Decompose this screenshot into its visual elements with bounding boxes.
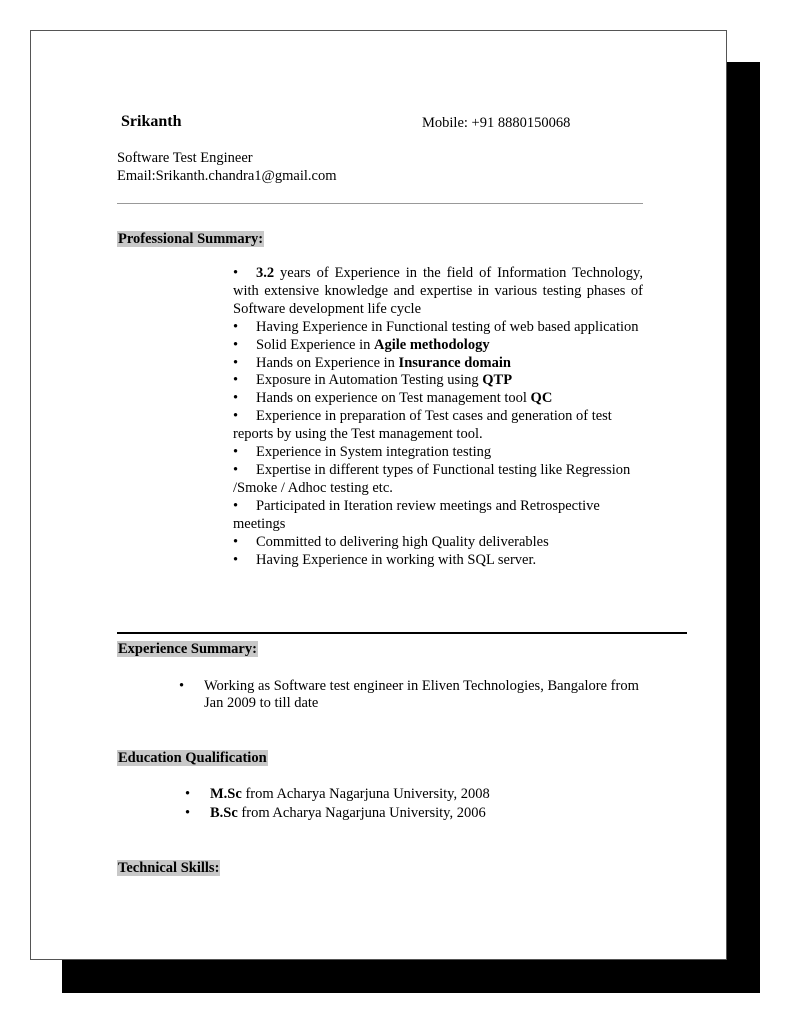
job-title: Software Test Engineer [117, 150, 253, 166]
section-heading-education: Education Qualification [118, 750, 267, 766]
bullet-bold-text: QC [530, 390, 553, 407]
list-item [233, 390, 643, 408]
bullet-text: Having Experience in Functional testing of web based application [256, 318, 639, 335]
bullet-icon: • [233, 372, 239, 389]
degree: B.Sc [210, 805, 238, 821]
bullet-icon: • [233, 444, 239, 461]
education-section [117, 749, 268, 767]
section-heading-experience-summary: Experience Summary: [118, 641, 257, 657]
bullet-icon: • [233, 551, 239, 568]
professional-summary-list [233, 265, 643, 569]
list-item [233, 265, 643, 319]
list-item [233, 462, 643, 498]
degree-detail: from Acharya Nagarjuna University, 2006 [237, 805, 486, 821]
list-item [185, 805, 486, 822]
bullet-icon: • [233, 336, 239, 353]
bullet-bold-text: 3.2 [256, 265, 275, 281]
resume-page [30, 30, 727, 960]
bullet-icon: • [179, 678, 185, 694]
bullet-text: Participated in Iteration review meetings and Retrospective meetings [233, 497, 600, 532]
bullet-text: Hands on experience on Test management tool [256, 390, 531, 407]
bullet-icon: • [233, 390, 239, 407]
bullet-bold-text: Insurance domain [398, 354, 511, 371]
list-item [233, 498, 643, 534]
list-item [233, 552, 643, 570]
technical-skills-section [117, 859, 220, 877]
list-item [233, 444, 643, 462]
bullet-icon: • [233, 408, 239, 425]
list-item: Working as Software test engineer in Eliven Technologies, Bangalore from Jan 2009 to till date [204, 678, 639, 711]
list-item [185, 786, 490, 803]
bullet-icon: • [185, 786, 191, 802]
list-item [233, 319, 643, 337]
list-item [233, 372, 643, 390]
experience-summary-section [117, 640, 258, 658]
bullet-bold-text: QTP [482, 372, 513, 389]
bullet-text: Hands on Experience in [256, 354, 399, 371]
professional-summary-section [117, 230, 264, 248]
list-item [233, 355, 643, 373]
section-heading-technical-skills: Technical Skills: [118, 860, 220, 876]
list-item [233, 534, 643, 552]
bullet-text: Experience in preparation of Test cases and generation of test reports by using the Test management tool. [233, 408, 612, 443]
bullet-text: Committed to delivering high Quality deliverables [256, 533, 549, 550]
list-item [233, 408, 643, 444]
section-heading-professional-summary: Professional Summary: [118, 231, 264, 247]
bullet-icon: • [233, 318, 239, 335]
mobile-number: Mobile: +91 8880150068 [422, 115, 571, 131]
list-item [233, 337, 643, 355]
bullet-text: years of Experience in the field of Information Technology, with extensive knowledge and expertise in various testing phases of Software development life cycle [233, 265, 643, 317]
bullet-icon: • [185, 805, 191, 821]
bullet-icon: • [233, 354, 239, 371]
bullet-icon: • [233, 461, 239, 478]
bullet-text: Expertise in different types of Functional testing like Regression /Smoke / Adhoc testing etc. [233, 461, 631, 496]
bullet-text: Exposure in Automation Testing using [256, 372, 483, 389]
email-address: Email:Srikanth.chandra1@gmail.com [117, 168, 337, 184]
candidate-name: Srikanth [121, 113, 182, 130]
degree: M.Sc [210, 786, 242, 802]
bullet-text: Having Experience in working with SQL server. [256, 551, 537, 568]
bullet-bold-text: Agile methodology [373, 336, 490, 353]
degree-detail: from Acharya Nagarjuna University, 2008 [241, 786, 490, 802]
bullet-icon: • [233, 497, 239, 514]
bullet-icon: • [233, 265, 239, 281]
bullet-icon: • [233, 533, 239, 550]
header-divider [117, 203, 643, 204]
bullet-text: Solid Experience in [256, 336, 374, 353]
section-divider [117, 632, 687, 634]
bullet-text: Experience in System integration testing [256, 444, 492, 461]
